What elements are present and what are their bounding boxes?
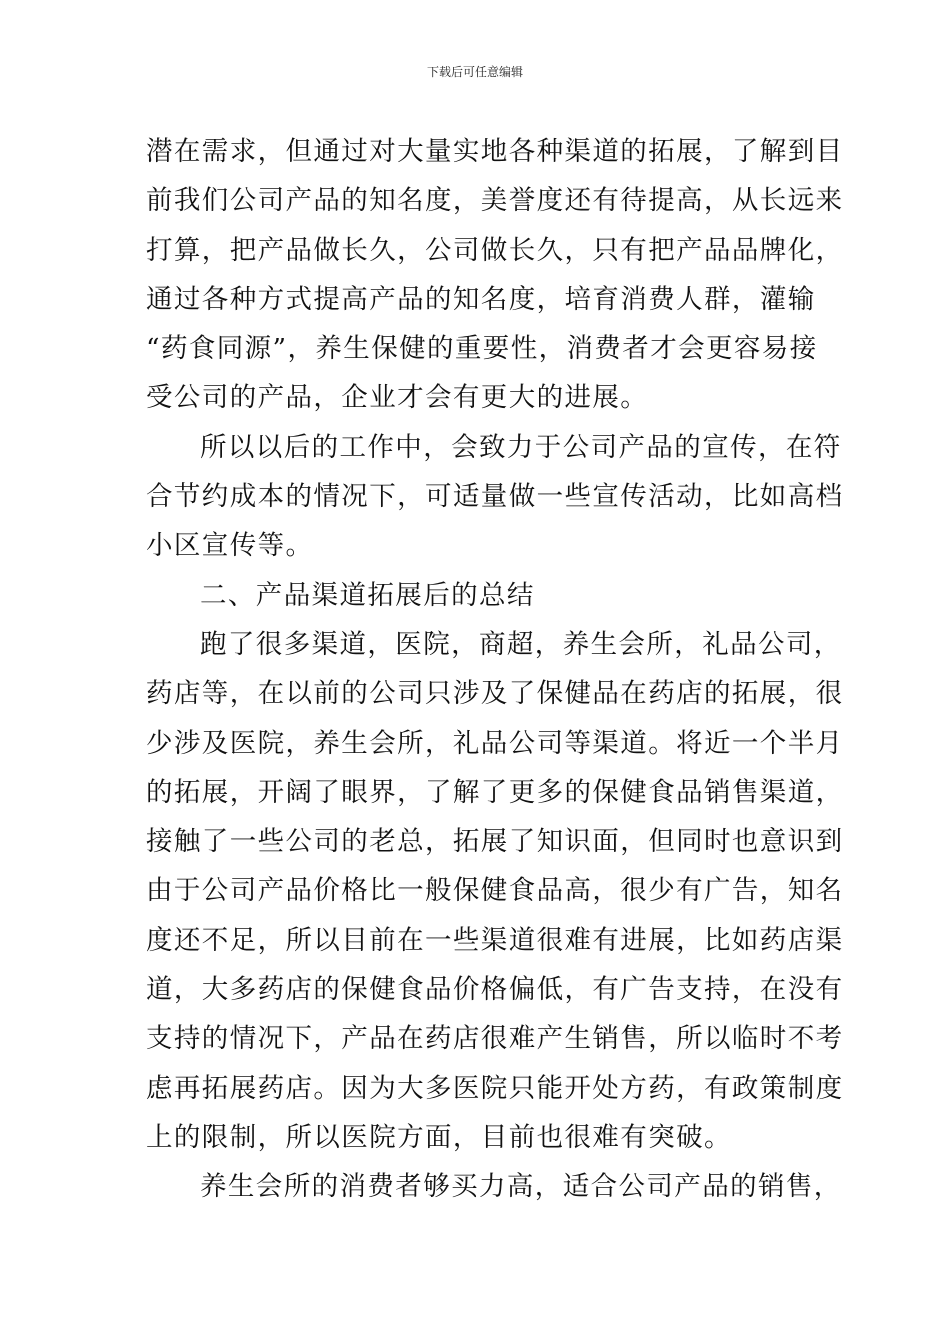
text-line: 药店等，在以前的公司只涉及了保健品在药店的拓展，很 xyxy=(146,678,844,710)
paragraph-start-line: 所以以后的工作中，会致力于公司产品的宣传，在符 xyxy=(200,431,842,463)
text-line: 支持的情况下，产品在药店很难产生销售，所以临时不考 xyxy=(146,1023,844,1055)
text-line: 合节约成本的情况下，可适量做一些宣传活动，比如高档 xyxy=(146,481,844,513)
text-line: “药食同源”，养生保健的重要性，消费者才会更容易接 xyxy=(146,333,818,365)
paragraph-start-line: 养生会所的消费者够买力高，适合公司产品的销售， xyxy=(200,1171,842,1203)
text-line: 道，大多药店的保健食品价格偏低，有广告支持，在没有 xyxy=(146,974,844,1006)
text-line: 的拓展，开阔了眼界，了解了更多的保健食品销售渠道， xyxy=(146,776,844,808)
text-line: 少涉及医院，养生会所，礼品公司等渠道。将近一个半月 xyxy=(146,727,844,759)
text-line: 打算，把产品做长久，公司做长久，只有把产品品牌化， xyxy=(146,234,844,266)
paragraph-start-line: 跑了很多渠道，医院，商超，养生会所，礼品公司， xyxy=(200,628,842,660)
text-line: 潜在需求，但通过对大量实地各种渠道的拓展，了解到目 xyxy=(146,136,844,167)
text-line: 度还不足，所以目前在一些渠道很难有进展，比如药店渠 xyxy=(146,924,844,956)
text-line: 前我们公司产品的知名度，美誉度还有待提高，从长远来 xyxy=(146,185,844,217)
text-line: 由于公司产品价格比一般保健食品高，很少有广告，知名 xyxy=(146,875,844,907)
section-heading: 二、产品渠道拓展后的总结 xyxy=(200,579,535,611)
page-header: 下载后可任意编辑 xyxy=(426,65,523,79)
text-line: 虑再拓展药店。因为大多医院只能开处方药，有政策制度 xyxy=(146,1072,844,1104)
text-line: 通过各种方式提高产品的知名度，培育消费人群，灌输 xyxy=(146,283,816,315)
text-line: 上的限制，所以医院方面，目前也很难有突破。 xyxy=(146,1121,732,1153)
text-line: 小区宣传等。 xyxy=(146,530,314,562)
text-line: 接触了一些公司的老总，拓展了知识面，但同时也意识到 xyxy=(146,826,844,858)
body-text xyxy=(146,127,844,1212)
text-line: 受公司的产品，企业才会有更大的进展。 xyxy=(146,382,649,414)
